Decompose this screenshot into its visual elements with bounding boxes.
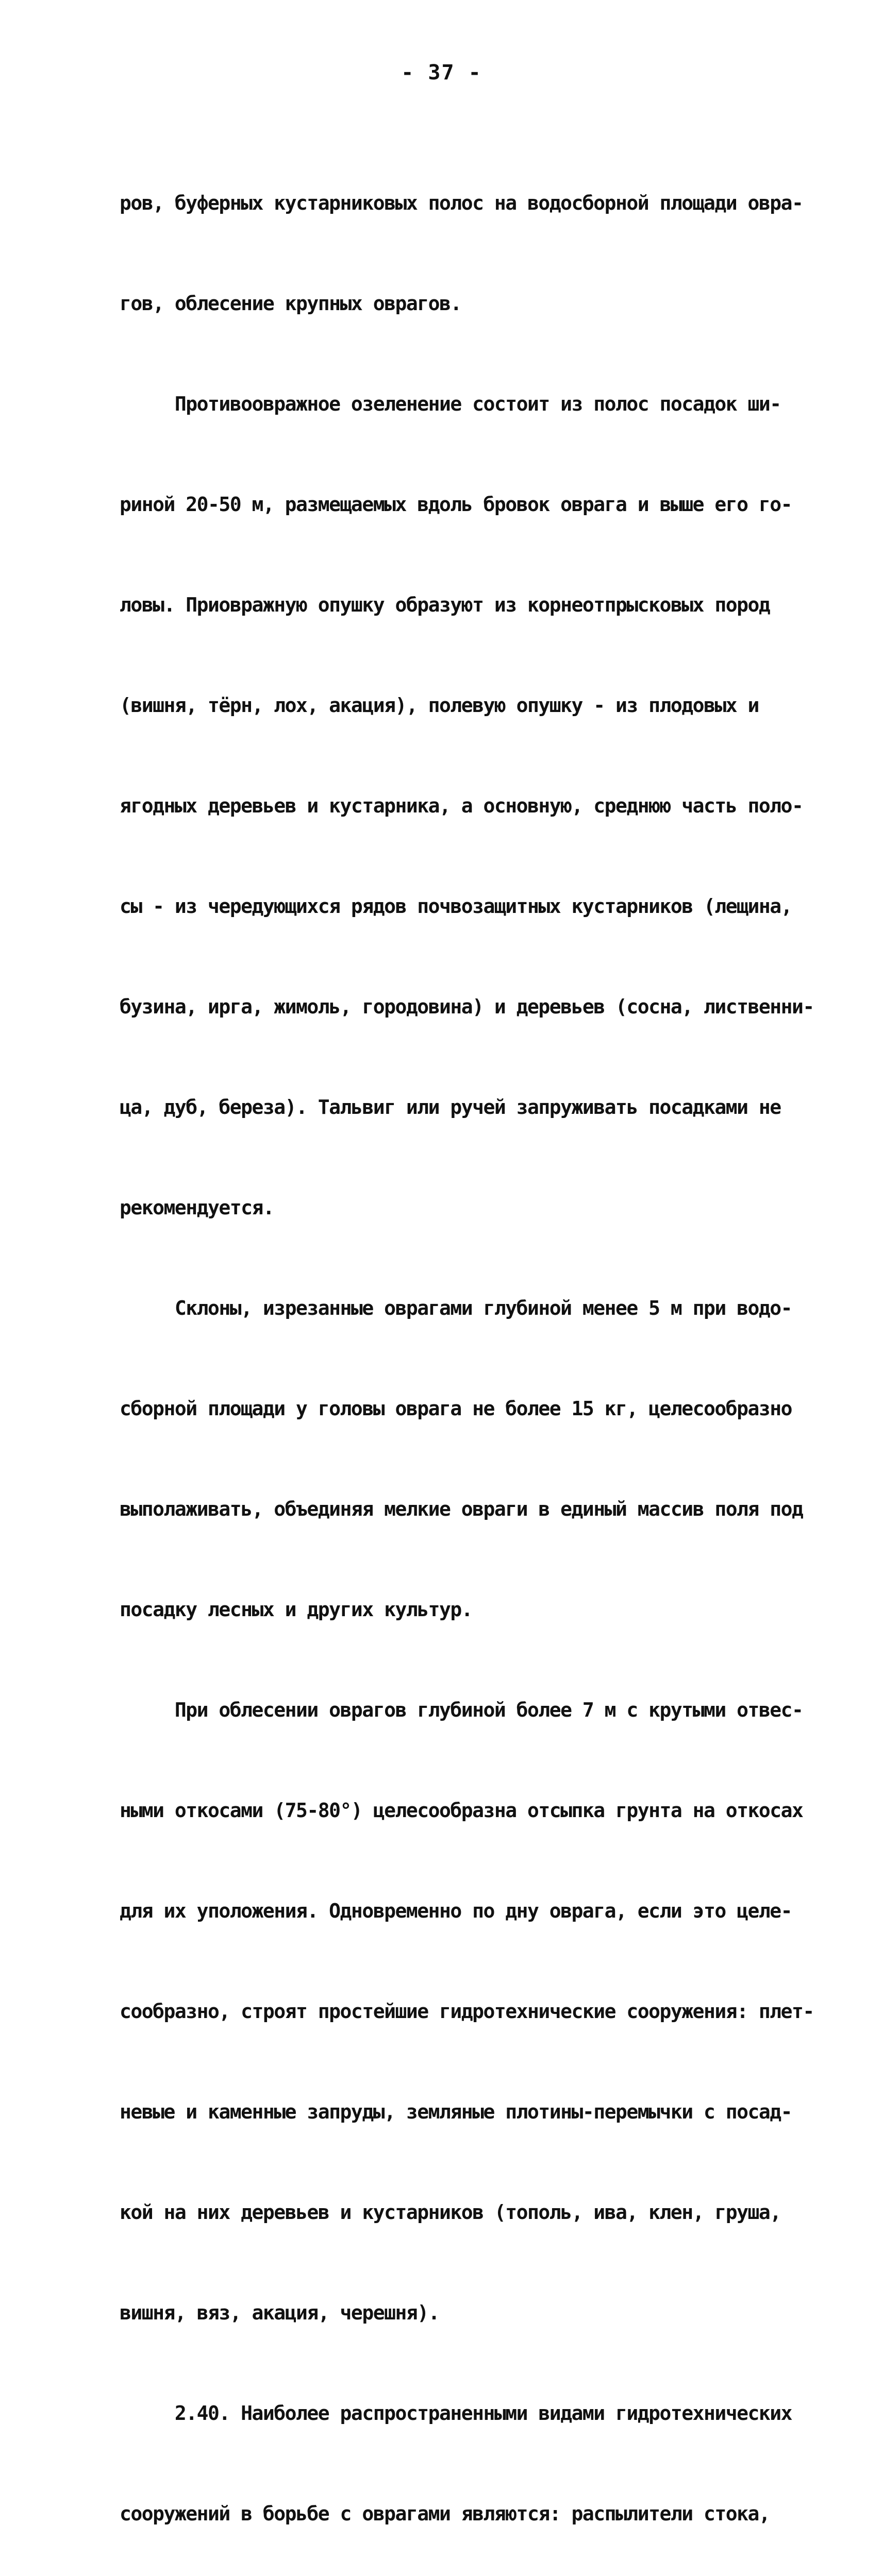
text-line: ловы. Приовражную опушку образуют из корнеотпрысковых пород [120,594,770,616]
text-line: сообразно, строят простейшие гидротехнические сооружения: плет- [120,2000,814,2023]
text-line: выполаживать, объединяя мелкие овраги в единый массив поля под [120,1498,803,1520]
text-line: (вишня, тёрн, лох, акация), полевую опушку - из плодовых и [120,694,759,717]
text-line: сборной площади у головы оврага не более 15 кг, целесообразно [120,1397,792,1420]
text-line: Противоовражное озеленение состоит из полос посадок ши- [120,393,781,415]
text-line: 2.40. Наиболее распространенными видами гидротехнических [120,2402,792,2425]
text-line: рекомендуется. [120,1196,274,1219]
page-number: - 37 - [401,61,482,84]
body-text [120,120,814,2576]
text-line: ров, буферных кустарниковых полос на водосборной площади овра- [120,192,803,214]
text-line: сы - из чередующихся рядов почвозащитных кустарников (лещина, [120,895,792,918]
text-line: кой на них деревьев и кустарников (тополь, ива, клен, груша, [120,2201,781,2224]
text-line: При облесении оврагов глубиной более 7 м с крутыми отвес- [120,1699,803,1721]
text-line: невые и каменные запруды, земляные плотины-перемычки с посад- [120,2100,792,2123]
text-line: риной 20-50 м, размещаемых вдоль бровок оврага и выше его го- [120,493,792,516]
text-line: вишня, вяз, акация, черешня). [120,2301,439,2324]
text-line: бузина, ирга, жимоль, городовина) и деревьев (сосна, лиственни- [120,995,814,1018]
text-line: посадку лесных и других культур. [120,1598,473,1621]
text-line: Склоны, изрезанные оврагами глубиной менее 5 м при водо- [120,1297,792,1319]
text-line: сооружений в борьбе с оврагами являются: распылители стока, [120,2502,770,2525]
text-line: ягодных деревьев и кустарника, а основную, среднюю часть поло- [120,794,803,817]
text-line: гов, облесение крупных оврагов. [120,292,461,315]
text-line: ца, дуб, береза). Тальвиг или ручей запруживать посадками не [120,1096,781,1118]
text-line: ными откосами (75-80°) целесообразна отсыпка грунта на откосах [120,1799,803,1822]
text-line: для их уположения. Одновременно по дну оврага, если это целе- [120,1900,792,1922]
